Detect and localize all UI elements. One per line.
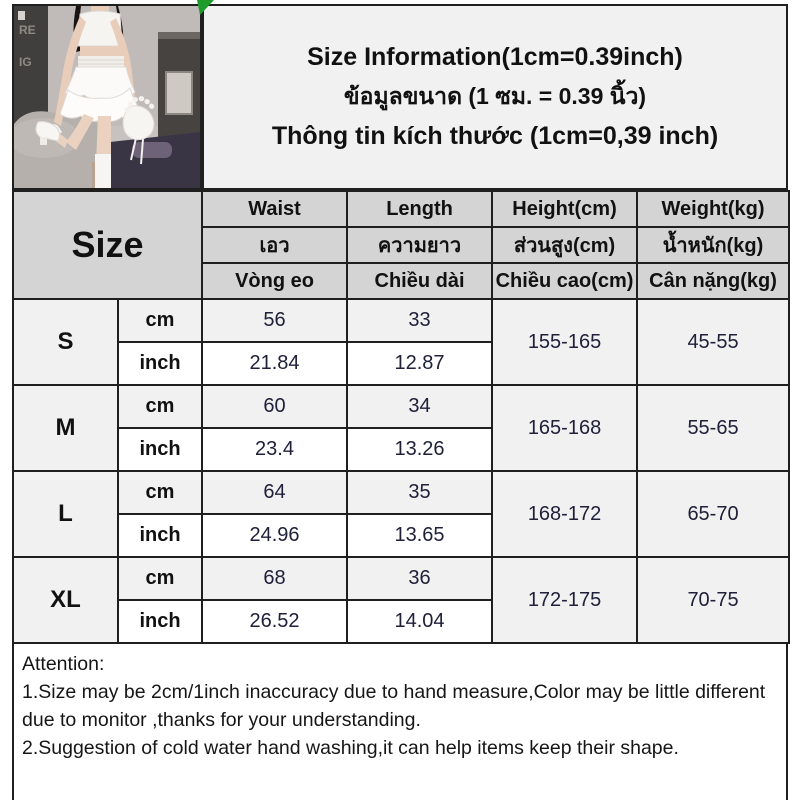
table-row <box>13 385 789 428</box>
product-photo <box>12 4 202 190</box>
size-label-xl: XL <box>13 557 118 643</box>
cell-xl-length-cm: 36 <box>347 557 492 600</box>
cell-xl-length-inch: 14.04 <box>347 600 492 643</box>
unit-inch-label: inch <box>118 428 202 471</box>
cell-m-length-cm: 34 <box>347 385 492 428</box>
size-table <box>12 190 790 644</box>
title-box <box>202 4 788 190</box>
title-line-en: Size Information(1cm=0.39inch) <box>307 43 683 71</box>
attention-heading: Attention: <box>22 653 105 675</box>
table-row <box>13 471 789 514</box>
header-length-th: ความยาว <box>347 227 492 263</box>
right-sock <box>95 154 111 188</box>
header-row-en <box>13 191 789 227</box>
cell-s-height: 155-165 <box>492 299 637 385</box>
cell-m-waist-cm: 60 <box>202 385 347 428</box>
wall-sign-text-1: RE <box>19 23 36 37</box>
unit-inch-label: inch <box>118 514 202 557</box>
cell-l-weight: 65-70 <box>637 471 789 557</box>
cell-l-waist-inch: 24.96 <box>202 514 347 557</box>
unit-inch-label: inch <box>118 342 202 385</box>
cell-m-waist-inch: 23.4 <box>202 428 347 471</box>
size-label-s: S <box>13 299 118 385</box>
attention-line-2: 2.Suggestion of cold water hand washing,it can help items keep their shape. <box>22 737 679 759</box>
header-row <box>12 4 788 190</box>
cell-xl-waist-inch: 26.52 <box>202 600 347 643</box>
unit-cm-label: cm <box>118 385 202 428</box>
cell-s-waist-inch: 21.84 <box>202 342 347 385</box>
header-height-th: ส่วนสูง(cm) <box>492 227 637 263</box>
green-corner-marker-icon <box>197 0 215 15</box>
size-label-m: M <box>13 385 118 471</box>
attention-note <box>12 644 788 800</box>
wall-sign-text-2: IG <box>19 55 32 69</box>
cell-l-height: 168-172 <box>492 471 637 557</box>
header-length-vi: Chiều dài <box>347 263 492 299</box>
cell-s-waist-cm: 56 <box>202 299 347 342</box>
cell-xl-waist-cm: 68 <box>202 557 347 600</box>
product-photo-illustration <box>14 6 200 188</box>
header-weight-vi: Cân nặng(kg) <box>637 263 789 299</box>
header-waist-vi: Vòng eo <box>202 263 347 299</box>
cell-s-weight: 45-55 <box>637 299 789 385</box>
header-height-en: Height(cm) <box>492 191 637 227</box>
cell-m-weight: 55-65 <box>637 385 789 471</box>
cell-l-waist-cm: 64 <box>202 471 347 514</box>
size-label-l: L <box>13 471 118 557</box>
size-header-cell: Size <box>13 191 202 299</box>
unit-inch-label: inch <box>118 600 202 643</box>
header-height-vi: Chiều cao(cm) <box>492 263 637 299</box>
cell-l-length-inch: 13.65 <box>347 514 492 557</box>
title-line-vi: Thông tin kích thước (1cm=0,39 inch) <box>271 122 719 150</box>
unit-cm-label: cm <box>118 471 202 514</box>
header-waist-en: Waist <box>202 191 347 227</box>
cell-l-length-cm: 35 <box>347 471 492 514</box>
cell-m-length-inch: 13.26 <box>347 428 492 471</box>
header-weight-th: น้ำหนัก(kg) <box>637 227 789 263</box>
header-weight-en: Weight(kg) <box>637 191 789 227</box>
cell-s-length-inch: 12.87 <box>347 342 492 385</box>
cell-xl-height: 172-175 <box>492 557 637 643</box>
attention-line-1: 1.Size may be 2cm/1inch inaccuracy due to hand measure,Color may be little different due to monitor ,thanks for your understanding. <box>22 681 766 731</box>
table-row <box>13 299 789 342</box>
cell-xl-weight: 70-75 <box>637 557 789 643</box>
picture-frame <box>166 72 192 114</box>
cell-s-length-cm: 33 <box>347 299 492 342</box>
unit-cm-label: cm <box>118 299 202 342</box>
pillow <box>132 142 172 158</box>
header-waist-th: เอว <box>202 227 347 263</box>
table-row <box>13 557 789 600</box>
unit-cm-label: cm <box>118 557 202 600</box>
cell-m-height: 165-168 <box>492 385 637 471</box>
header-length-en: Length <box>347 191 492 227</box>
content-frame <box>12 4 788 800</box>
title-line-th: ข้อมูลขนาด (1 ซม. = 0.39 นิ้ว) <box>343 83 647 109</box>
